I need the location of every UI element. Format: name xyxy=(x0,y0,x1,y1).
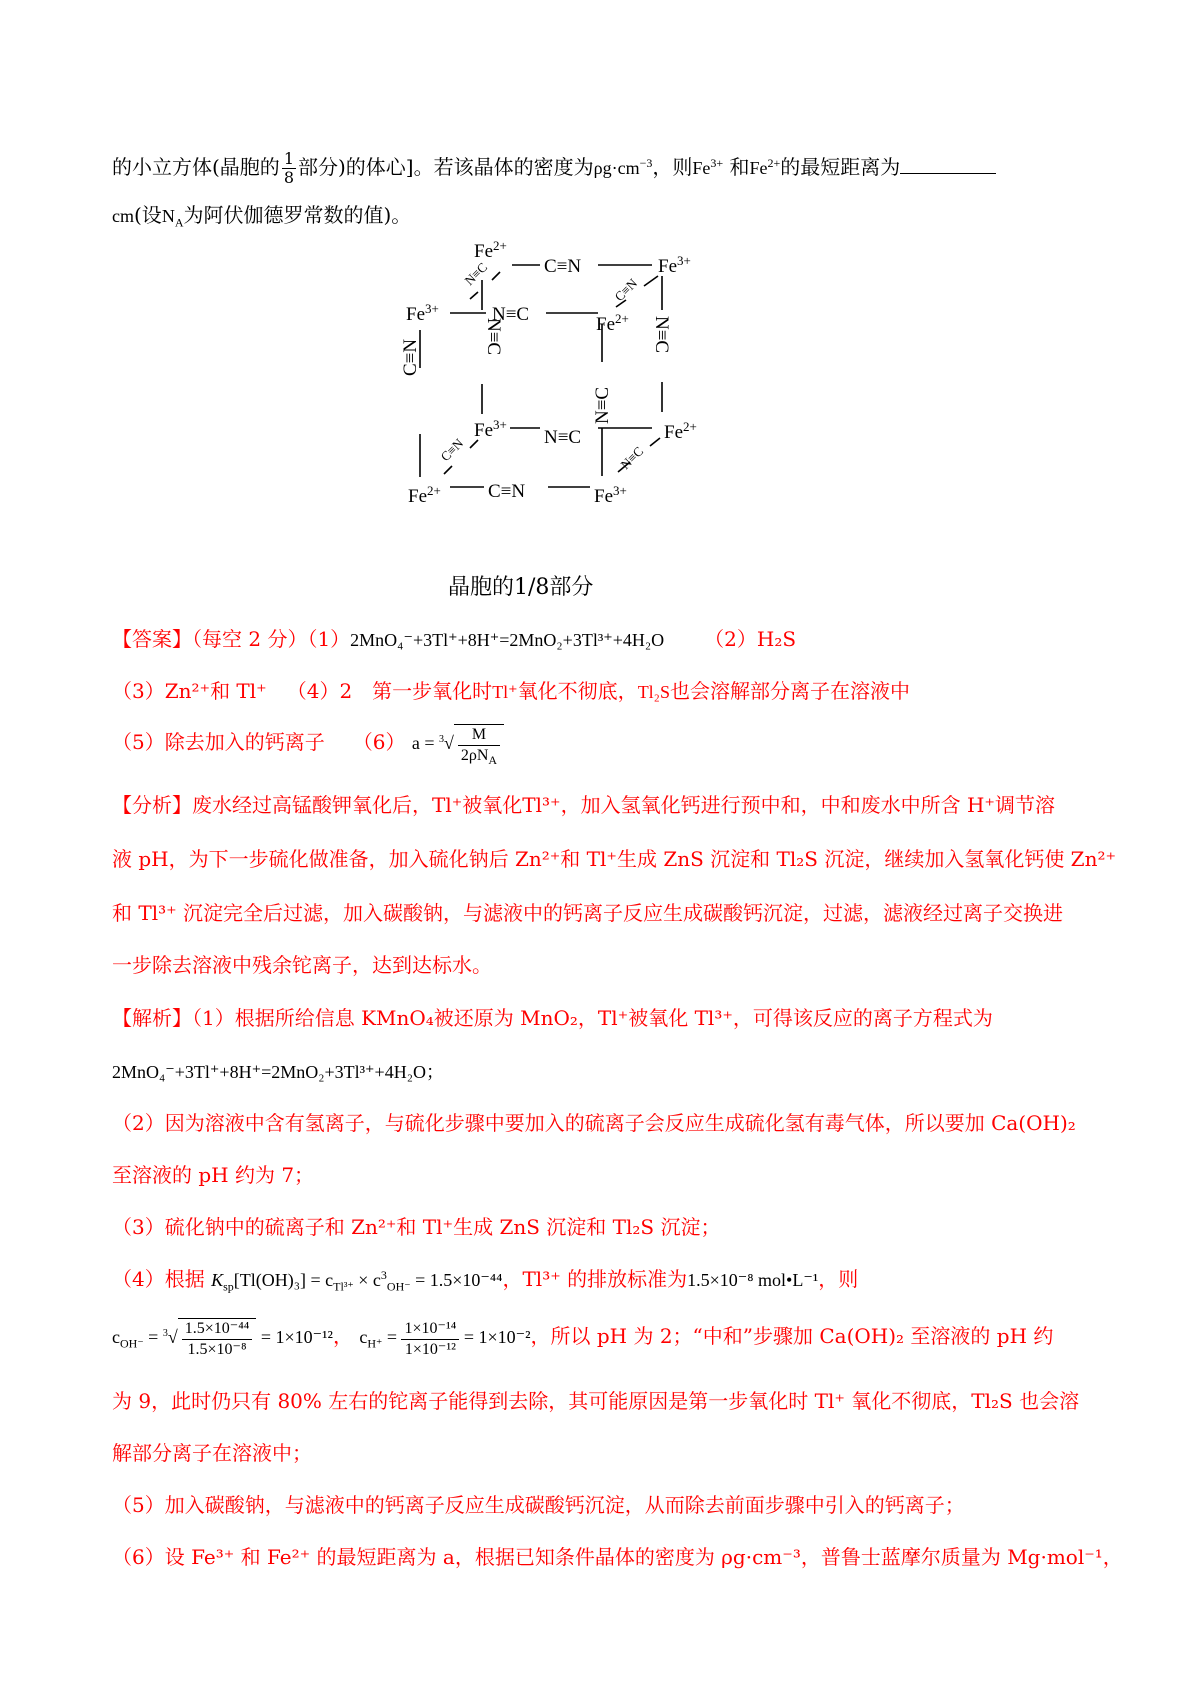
solution-line-8: 解部分离子在溶液中； xyxy=(112,1441,312,1465)
solution-line-9: （5）加入碳酸钠，与滤液中的钙离子反应生成碳酸钙沉淀，从而除去前面步骤中引入的钙离子； xyxy=(112,1493,965,1517)
analysis-label: 【分析】 xyxy=(112,793,192,817)
solution-equation-1: 2MnO₄⁻+3Tl⁺+8H⁺=2MnO₂+3Tl³⁺+4H₂O； xyxy=(112,1062,444,1082)
analysis-line-3: 和 Tl³⁺ 沉淀完全后过滤，加入碳酸钠，与滤液中的钙离子反应生成碳酸钙沉淀，过滤，滤液经过离子交换进 xyxy=(112,901,1064,925)
intro-text-5: (设 xyxy=(134,203,162,227)
answer-4: （4）2 第一步氧化时 xyxy=(286,679,493,703)
solution-line-5: （4）根据 $K_{sp}[Tl(OH)_3] = c_{Tl^{3+}} \times c^3_{OH^-} = 1.5\times 10^{-44}$，Tl³⁺ 的排放标准为1.5×10⁻⁸ mol•L⁻¹，则 xyxy=(112,1267,859,1294)
emission-standard: 1.5×10⁻⁸ mol•L⁻¹ xyxy=(687,1270,819,1290)
answer-4-post: 也会溶解部分离子在溶液中 xyxy=(669,679,910,703)
answer-4-tl2s: Tl₂S xyxy=(637,682,670,702)
fe3-ion: $Fe^{3+}$ xyxy=(692,156,724,178)
intro-line-2 xyxy=(112,200,1102,231)
answer-note: （每空 2 分）（1） xyxy=(192,627,351,651)
diagram-caption: 晶胞的1/8部分 xyxy=(448,575,594,600)
nc-bottom-back: N≡C xyxy=(544,427,582,448)
fe3-bottom-back: $Fe^{3+}$ xyxy=(474,417,507,441)
nc-front-right-vertical: N≡C xyxy=(592,386,613,424)
intro-and: 和 xyxy=(729,155,750,179)
answer-2: （2）H₂S xyxy=(704,627,797,651)
crystal-cell-diagram xyxy=(400,238,780,564)
intro-text-1: 的小立方体(晶胞的 xyxy=(112,155,280,179)
fe3-top-right: $Fe^{3+}$ xyxy=(658,253,691,277)
nc-right-vertical: N≡C xyxy=(651,316,672,354)
answer-3: （3）Zn²⁺和 Tl⁺ xyxy=(112,679,267,703)
intro-text-6: 为阿伏伽德罗常数的值)。 xyxy=(183,203,412,227)
fe2-bottom-right: $Fe^{2+}$ xyxy=(664,419,697,443)
solution-line-4: （3）硫化钠中的硫离子和 Zn²⁺和 Tl⁺生成 ZnS 沉淀和 Tl₂S 沉淀； xyxy=(112,1215,721,1239)
nc-back-left-vertical: N≡C xyxy=(483,318,504,356)
solution-line-6: $c_{OH^-} = ^3√$ $\frac{\text{1.5×10⁻⁴⁴}}{\text{1.5×10⁻⁸}}$ = 1×10⁻¹²， $c_{H^+}$ = $\frac{\text{1×10⁻¹⁴}}{\text{1×10⁻¹²}}$ = 1×10⁻²，所以 pH 为 2；“中和”步骤加 Ca(OH)₂ 至溶液的 pH 约 xyxy=(112,1319,1054,1358)
cell-labels xyxy=(400,238,697,507)
nc-front-top: N≡C xyxy=(492,304,530,325)
cn-bottom-front: C≡N xyxy=(488,481,526,502)
answer-5: （5）除去加入的钙离子 xyxy=(112,730,325,755)
answer-4-mid: 氧化不彻底， xyxy=(517,679,638,703)
analysis-line-4: 一步除去溶液中残余铊离子，达到达标水。 xyxy=(112,953,492,977)
nc-diagonal-top-left: N≡C xyxy=(461,259,491,289)
intro-text-2: 部分)的体心]。若该晶体的密度为 xyxy=(298,155,594,179)
coh-calculation: $c_{OH^-} = ^3√$ $\frac{\text{1.5×10⁻⁴⁴}}{\text{1.5×10⁻⁸}}$ = 1×10⁻¹² xyxy=(112,1320,333,1358)
nc-diagonal-bottom-right: N≡C xyxy=(617,443,647,473)
fe3-front-left: $Fe^{3+}$ xyxy=(406,301,439,325)
fraction-denominator: 8 xyxy=(283,168,294,187)
solution-line-1: 【解析】（1）根据所给信息 KMnO₄被还原为 MnO₂，Tl⁺被氧化 Tl³⁺，可得该反应的离子方程式为 xyxy=(112,1006,993,1030)
solution-line-7: 为 9，此时仍只有 80% 左右的铊离子能得到去除，其可能原因是第一步氧化时 Tl⁺ 氧化不彻底，Tl₂S 也会溶 xyxy=(112,1389,1080,1413)
solution-line-2: （2）因为溶液中含有氢离子，与硫化步骤中要加入的硫离子会反应生成硫化氢有毒气体，所以要加 Ca(OH)₂ xyxy=(112,1111,1076,1135)
cn-diagonal-bottom-left: C≡N xyxy=(437,435,467,465)
unit-cm: cm xyxy=(112,206,134,226)
ch-calculation: $c_{H^+}$ = $\frac{\text{1×10⁻¹⁴}}{\text{1×10⁻¹²}}$ = 1×10⁻² xyxy=(359,1319,531,1358)
fraction-numerator: 1 xyxy=(283,149,294,168)
solution-line-3: 至溶液的 pH 约为 7； xyxy=(112,1163,315,1187)
cn-top-back: C≡N xyxy=(544,256,582,277)
answer-line-3 xyxy=(112,724,1102,780)
answer-line-1 xyxy=(112,624,1102,655)
answer-label: 【答案】 xyxy=(112,627,192,651)
cn-left-vertical: C≡N xyxy=(400,338,421,376)
one-eighth-fraction xyxy=(282,150,296,187)
avogadro-symbol: $N_A$ xyxy=(161,206,184,230)
analysis-line-1: 【分析】废水经过高锰酸钾氧化后，Tl⁺被氧化Tl³⁺，加入氢氧化钙进行预中和，中和废水中所含 H⁺调节溶 xyxy=(112,793,1055,817)
answer-4-tl: Tl⁺ xyxy=(492,682,518,702)
answer-6: （6） xyxy=(352,730,406,755)
intro-text-3: ，则 xyxy=(652,155,693,179)
answer-6-formula: a = $^3$√ $\frac{M}{2\rho N_A}$ xyxy=(412,733,504,753)
intro-line-1 xyxy=(112,150,1102,187)
answer-line-2 xyxy=(112,676,1102,707)
analysis-line-2: 液 pH，为下一步硫化做准备，加入硫化钠后 Zn²⁺和 Tl⁺生成 ZnS 沉淀和 Tl₂S 沉淀，继续加入氢氧化钙使 Zn²⁺ xyxy=(112,847,1117,871)
fe2-front-right: $Fe^{2+}$ xyxy=(596,311,629,335)
solution-label: 【解析】 xyxy=(112,1006,192,1030)
fe2-ion: $Fe^{2+}$ xyxy=(749,156,781,178)
cn-diagonal-top-right: C≡N xyxy=(611,275,641,305)
solution-line-10: （6）设 Fe³⁺ 和 Fe²⁺ 的最短距离为 a，根据已知条件晶体的密度为 ρg·cm⁻³，普鲁士蓝摩尔质量为 Mg·mol⁻¹， xyxy=(112,1545,1123,1569)
fe2-top-back: $Fe^{2+}$ xyxy=(474,238,507,262)
answer-equation-1: 2MnO₄⁻+3Tl⁺+8H⁺=2MnO₂+3Tl³⁺+4H₂O xyxy=(350,630,665,650)
intro-text-4: 的最短距离为 xyxy=(780,155,901,179)
ksp-expression: $K_{sp}[Tl(OH)_3] = c_{Tl^{3+}} \times c^3_{OH^-} = 1.5\times 10^{-44}$ xyxy=(211,1268,503,1294)
fe2-bottom-left: $Fe^{2+}$ xyxy=(408,483,441,507)
density-expression: $\rho g\cdot cm^{-3}$ xyxy=(593,156,653,178)
fe3-bottom-front: $Fe^{3+}$ xyxy=(594,483,627,507)
answer-blank xyxy=(900,155,996,174)
